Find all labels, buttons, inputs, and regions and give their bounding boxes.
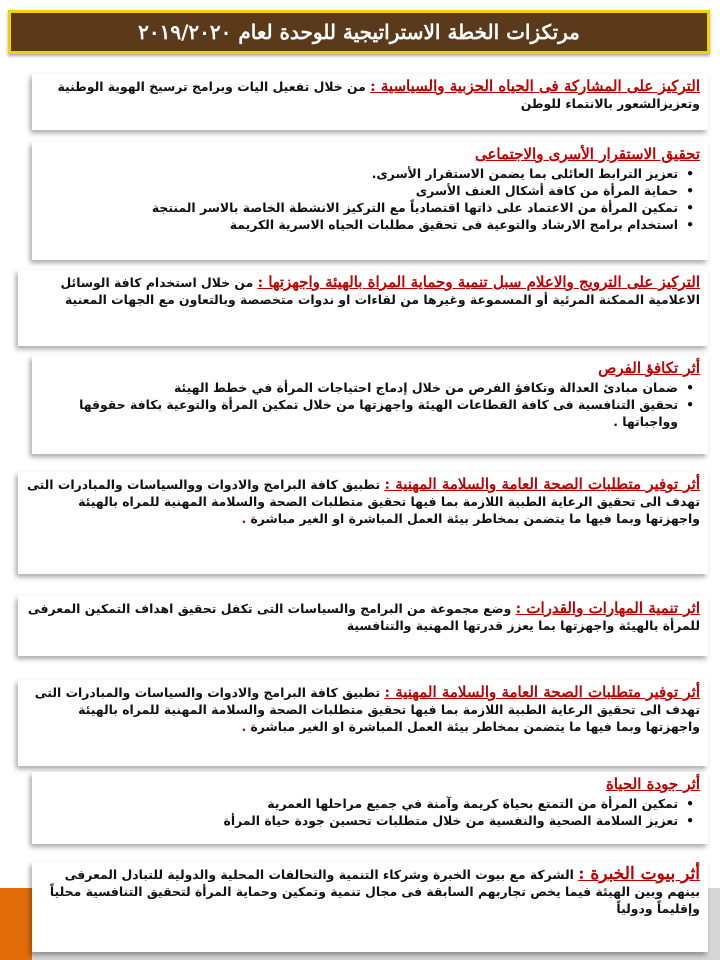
list-item: • تعزيز السلامة الصحية والنفسية من خلال متطلبات تحسين جودة حياة المرأة [40, 812, 678, 829]
section-expertise-houses [32, 862, 708, 952]
list-item: • استخدام برامج الارشاد والتوعية فى تحقيق مطلبات الحياه الاسرية الكريمة [40, 216, 678, 233]
section-heading: أثر توفير متطلبات الصحة العامة والسلامة المهنية : [384, 683, 700, 701]
section-text: من خلال استخدام كافة الوسائل الاعلامية الممكنة المرئية أو المسموعة وغيرها من لقاءات او ندوات متخصصة وبالتعاون مع الجهات المعنية [60, 275, 700, 307]
bullet-list [40, 165, 700, 233]
section-heading: التركيز على الترويج والاعلام سبل تنمية وحماية المراة بالهيئة واجهزتها : [257, 273, 700, 291]
section-promotion-media [18, 270, 708, 346]
section-text: تطبيق كافة البرامج والادوات ووالسياسات والمبادرات التى تهدف الى تحقيق الرعاية الطبية اللازمة بما فيها تحقيق متطلبات الصحة والسلامة المهنية للمراه بالهيئة واجهزتها وبما فيها ما يتضمن بمخاطر بيئة العمل المباشرة او الغير مباشرة [27, 477, 700, 526]
section-text: الشركة مع بيوت الخبرة وشركاء التنمية والتحالفات المحلية والدولية للتبادل المعرفى بينهم وبين الهيئة فيما يخص تجاربهم السابقة فى مجال تنمية وتمكين وحماية المرأة لتحقيق التنافسية محلياً وإقليماً ودولياً [49, 867, 700, 916]
section-text: تطبيق كافة البرامج والادوات والسياسات والمبادرات التى تهدف الى تحقيق الرعاية الطبية اللازمة بما فيها تحقيق متطلبات الصحة والسلامة المهنية للمراه بالهيئة واجهزتها وبما فيها ما يتضمن بمخاطر بيئة العمل المباشرة او الغير مباشرة [34, 685, 700, 734]
section-heading: اثر تنمية المهارات والقدرات : [515, 599, 700, 617]
section-text: من خلال تفعيل اليات وبرامج ترسيخ الهوية الوطنية وتعزيزالشعور بالانتماء للوطن [57, 79, 700, 111]
section-health-safety-repeat [18, 680, 708, 766]
list-item: • تعزيز الترابط العائلى بما يضمن الاستقرار الأسرى. [40, 165, 678, 182]
section-equal-opportunity [32, 356, 708, 454]
list-item: • حماية المرأة من كافة أشكال العنف الأسرى [40, 182, 678, 199]
section-health-safety [18, 472, 708, 574]
list-item: • تمكين المرأة من التمتع بحياة كريمة وآمنة في جميع مراحلها العمرية [40, 795, 678, 812]
section-end-mark: . [241, 511, 251, 526]
list-item: • تحقيق التنافسية فى كافة القطاعات الهيئة واجهزتها من خلال تمكين المرأة والتوعية بكافة حقوقها وواجباتها . [40, 396, 678, 430]
page-title [8, 10, 710, 54]
section-heading: أثر بيوت الخبرة : [578, 864, 700, 884]
section-heading: أثر تكافؤ الفرص [598, 359, 700, 377]
section-family-stability [32, 142, 708, 260]
section-end-mark: . [241, 719, 251, 734]
section-heading: تحقيق الاستقرار الأسرى والاجتماعى [474, 145, 700, 163]
section-text: وضع مجموعة من البرامج والسياسات التى تكفل تحقيق اهداف التمكين المعرفى للمرأة بالهيئة واجهزتها بما يعزز قدرتها المهنية والتنافسية [27, 601, 700, 633]
bullet-list [40, 795, 700, 829]
bullet-list [40, 379, 700, 430]
section-heading: أثر جودة الحياة [606, 775, 700, 793]
list-item: • تمكين المرأة من الاعتماد على ذاتها اقتصادياً مع التركيز الانشطة الخاصة بالاسر المنتجة [40, 199, 678, 216]
section-quality-of-life [32, 772, 708, 844]
page-title-text: مرتكزات الخطة الاستراتيجية للوحدة لعام ٢٠١٩/٢٠٢٠ [138, 20, 580, 44]
list-item: • ضمان مبادئ العدالة وتكافؤ الفرص من خلال إدماج احتياجات المرأة في خطط الهيئة [40, 379, 678, 396]
section-skills-development [18, 596, 708, 656]
section-heading: التركيز على المشاركة فى الحياه الحزبية والسياسية : [370, 77, 700, 95]
footer-orange-accent [0, 888, 32, 960]
section-political-participation [32, 74, 708, 130]
section-heading: أثر توفير متطلبات الصحة العامة والسلامة المهنية : [384, 475, 700, 493]
